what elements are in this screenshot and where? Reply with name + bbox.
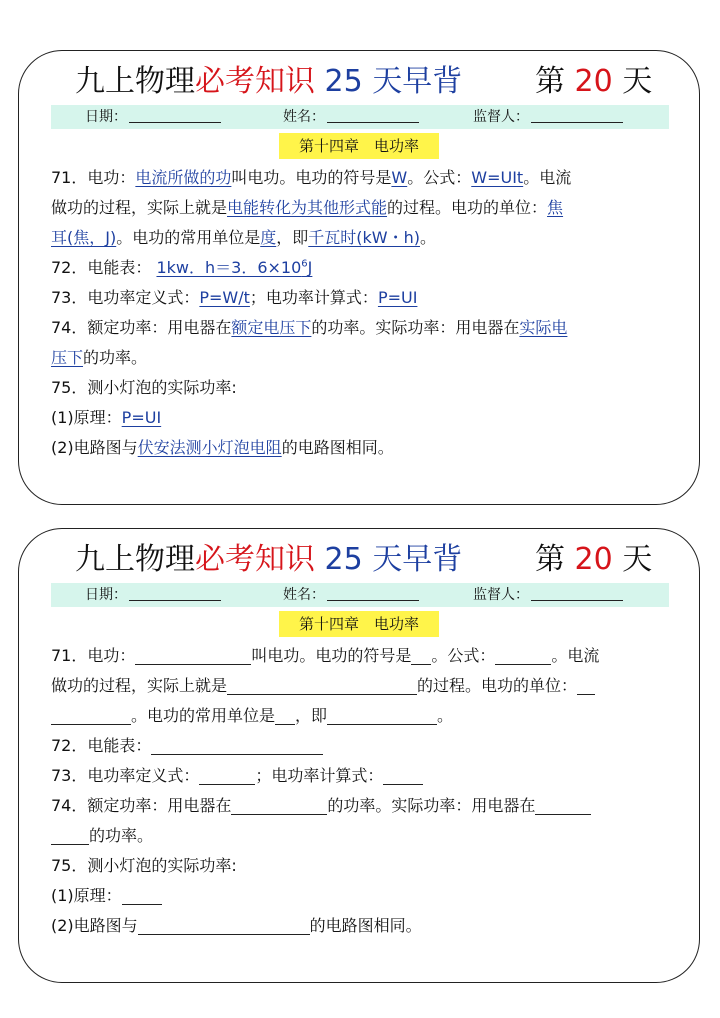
answer-unit: J	[307, 258, 313, 277]
answer: 耳(焦，J)	[51, 228, 117, 247]
fill-blank[interactable]	[383, 766, 423, 785]
text: 叫电功。电功的符号是	[231, 168, 392, 187]
answer: 千瓦时(kW・h)	[308, 228, 420, 247]
answer: 度	[260, 228, 277, 247]
name-label: 姓名：	[283, 109, 325, 125]
day-suffix: 天	[612, 542, 653, 577]
text: ；电功率计算式：	[249, 288, 378, 307]
answer-base: 1kw．h＝3．6×10	[156, 258, 302, 277]
text: 。公式：	[407, 168, 472, 187]
text-line	[51, 313, 681, 343]
date-field	[85, 105, 221, 129]
title-subject: 九上物理	[75, 64, 195, 99]
date-line[interactable]	[129, 108, 221, 123]
text: 72．电能表：	[51, 258, 152, 277]
blank-body	[51, 641, 681, 941]
fill-blank[interactable]	[327, 706, 437, 725]
fill-blank[interactable]	[151, 736, 323, 755]
text: 71．电功：	[51, 168, 136, 187]
text: 做功的过程，实际上就是	[51, 676, 228, 695]
fill-blank[interactable]	[51, 706, 131, 725]
text: 75．测小灯泡的实际功率:	[51, 856, 237, 875]
text-line	[51, 343, 681, 373]
name-line[interactable]	[327, 586, 419, 601]
answer: P=W/t	[199, 288, 250, 307]
answer-body	[51, 163, 681, 463]
answer: 焦	[547, 198, 564, 217]
text: 75．测小灯泡的实际功率:	[51, 378, 237, 397]
chapter-title: 第十四章 电功率	[279, 611, 439, 637]
fill-blank[interactable]	[495, 646, 551, 665]
text-line	[51, 881, 681, 911]
text: 的功率。	[83, 348, 148, 367]
fill-blank[interactable]	[227, 676, 417, 695]
text: 74．额定功率：用电器在	[51, 796, 232, 815]
text: 的功率。实际功率：用电器在	[327, 796, 536, 815]
answer-card	[18, 50, 700, 505]
text-line	[51, 671, 681, 701]
fill-blank[interactable]	[275, 706, 295, 725]
supervisor-line[interactable]	[531, 586, 623, 601]
answer: P=UI	[377, 288, 418, 307]
day-counter	[535, 57, 652, 107]
text-line	[51, 193, 681, 223]
text: (2)电路图与	[51, 438, 138, 457]
text: 的功率。实际功率：用电器在	[311, 318, 520, 337]
date-label: 日期：	[85, 587, 127, 603]
fill-blank[interactable]	[411, 646, 431, 665]
answer: 伏安法测小灯泡电阻	[137, 438, 282, 457]
text-line	[51, 731, 681, 761]
answer: 电能转化为其他形式能	[227, 198, 388, 217]
fill-blank[interactable]	[138, 916, 310, 935]
supervisor-label: 监督人：	[473, 109, 529, 125]
answer: 实际电	[519, 318, 568, 337]
name-field	[283, 105, 419, 129]
text: 的功率。	[89, 826, 154, 845]
text-line	[51, 223, 681, 253]
date-field	[85, 583, 221, 607]
name-label: 姓名：	[283, 587, 325, 603]
answer: 额定电压下	[231, 318, 312, 337]
date-line[interactable]	[129, 586, 221, 601]
text: 74．额定功率：用电器在	[51, 318, 232, 337]
text: 叫电功。电功的符号是	[251, 646, 412, 665]
answer: W=UIt	[471, 168, 524, 187]
day-prefix: 第	[535, 64, 575, 99]
answer-exponent: 6	[301, 258, 308, 270]
fill-blank[interactable]	[199, 766, 255, 785]
text: (1)原理：	[51, 886, 122, 905]
text: 73．电功率定义式：	[51, 288, 200, 307]
chapter-title: 第十四章 电功率	[279, 133, 439, 159]
title-highlight: 必考知识	[195, 64, 315, 99]
text: 。	[419, 228, 436, 247]
supervisor-line[interactable]	[531, 108, 623, 123]
text-line	[51, 641, 681, 671]
text: 。公式：	[431, 646, 496, 665]
text-line	[51, 701, 681, 731]
text: 72．电能表：	[51, 736, 152, 755]
info-bar	[51, 583, 669, 607]
text-line	[51, 253, 681, 283]
text: ，即	[295, 706, 328, 725]
text-line	[51, 821, 681, 851]
name-field	[283, 583, 419, 607]
text-line	[51, 403, 681, 433]
day-prefix: 第	[535, 542, 575, 577]
fill-blank[interactable]	[577, 676, 595, 695]
text: (2)电路图与	[51, 916, 138, 935]
title-plan: 25 天早背	[324, 542, 463, 577]
day-suffix: 天	[612, 64, 653, 99]
answer: 电流所做的功	[135, 168, 232, 187]
text-line	[51, 163, 681, 193]
fill-blank[interactable]	[231, 796, 327, 815]
text: ；电功率计算式：	[255, 766, 384, 785]
text: 做功的过程，实际上就是	[51, 198, 228, 217]
date-label: 日期：	[85, 109, 127, 125]
fill-blank[interactable]	[122, 886, 162, 905]
text: 。电功的常用单位是	[116, 228, 261, 247]
day-number: 20	[574, 64, 613, 99]
text-line	[51, 851, 681, 881]
blank-card	[18, 528, 700, 983]
text: 73．电功率定义式：	[51, 766, 200, 785]
text-line	[51, 911, 681, 941]
text-line	[51, 283, 681, 313]
answer: W	[391, 168, 408, 187]
supervisor-field	[473, 105, 623, 129]
name-line[interactable]	[327, 108, 419, 123]
text: 的过程。电功的单位：	[387, 198, 548, 217]
text: 71．电功：	[51, 646, 136, 665]
text: ，即	[276, 228, 309, 247]
text-line	[51, 761, 681, 791]
title-highlight: 必考知识	[195, 542, 315, 577]
text: 的电路图相同。	[281, 438, 394, 457]
fill-blank[interactable]	[535, 796, 591, 815]
fill-blank[interactable]	[51, 826, 89, 845]
text: 。	[437, 706, 454, 725]
fill-blank[interactable]	[135, 646, 251, 665]
text: 。电流	[551, 646, 600, 665]
title-plan: 25 天早背	[324, 64, 463, 99]
day-number: 20	[574, 542, 613, 577]
answer	[156, 258, 312, 277]
text: 。电流	[523, 168, 572, 187]
answer: P=UI	[121, 408, 162, 427]
supervisor-field	[473, 583, 623, 607]
text-line	[51, 791, 681, 821]
text: 的过程。电功的单位：	[417, 676, 578, 695]
info-bar	[51, 105, 669, 129]
day-counter	[535, 535, 652, 585]
text-line	[51, 373, 681, 403]
text: 。电功的常用单位是	[131, 706, 276, 725]
text: (1)原理：	[51, 408, 122, 427]
text: 的电路图相同。	[309, 916, 422, 935]
title-subject: 九上物理	[75, 542, 195, 577]
text-line	[51, 433, 681, 463]
supervisor-label: 监督人：	[473, 587, 529, 603]
answer: 压下	[51, 348, 84, 367]
